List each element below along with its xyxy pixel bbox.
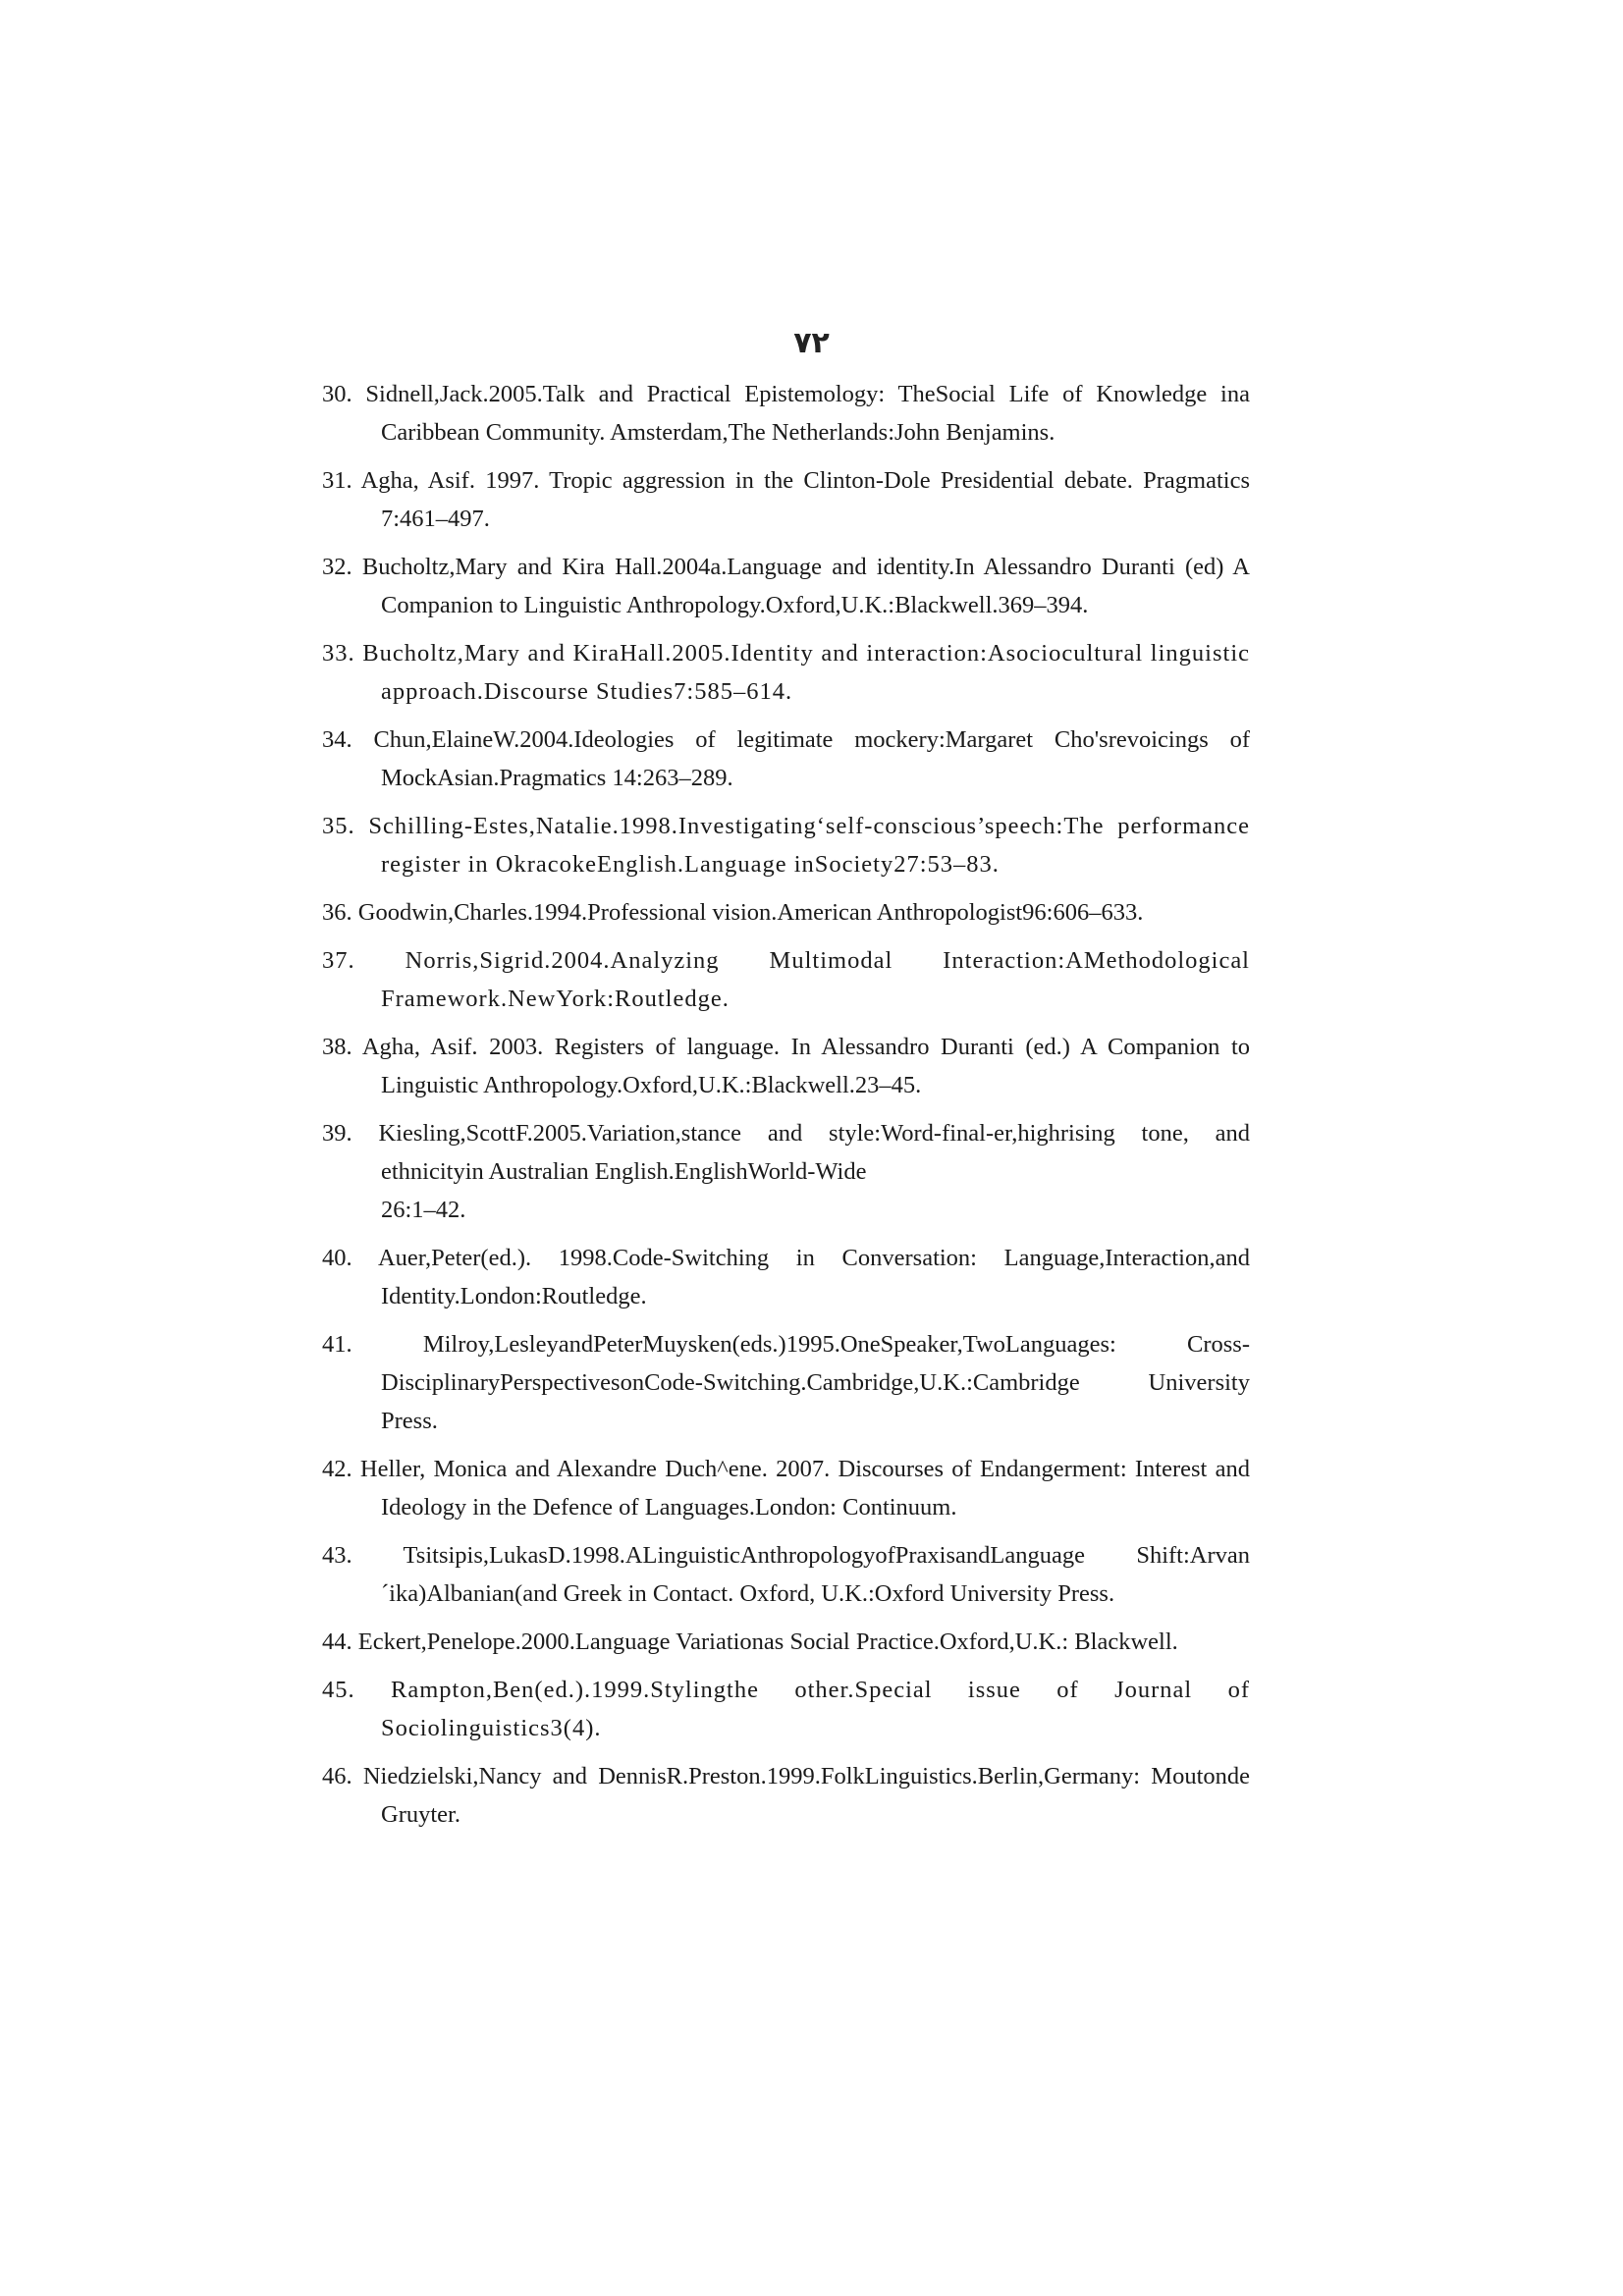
reference-text: Chun,ElaineW.2004.Ideologies of legitimate mockery:Margaret Cho'srevoicings of MockAsian.Pragmatics 14:263–289. [373, 726, 1251, 791]
reference-item-36 [322, 893, 1250, 932]
reference-text: Heller, Monica and Alexandre Duch^ene. 2007. Discourses of Endangerment: Interest and Ideology in the Defence of Languages.London: Continuum. [359, 1456, 1250, 1521]
reference-item-38 [322, 1028, 1250, 1104]
reference-text: Goodwin,Charles.1994.Professional vision.American Anthropologist96:606–633. [357, 899, 1144, 926]
reference-text: Schilling-Estes,Natalie.1998.Investigating‘self-conscious’speech:The performance register in OkracokeEnglish.Language inSociety27:53–83. [368, 813, 1250, 878]
reference-item-34 [322, 721, 1250, 797]
reference-number: 41. [322, 1331, 352, 1358]
reference-text: Niedzielski,Nancy and DennisR.Preston.1999.FolkLinguistics.Berlin,Germany: Moutonde Gruyter. [362, 1763, 1250, 1828]
reference-text: Milroy,LesleyandPeterMuysken(eds.)1995.OneSpeaker,TwoLanguages: Cross-DisciplinaryPerspectivesonCode-Switching.Cambridge,U.K.:Cambridge University Press. [381, 1331, 1250, 1434]
reference-number: 44. [322, 1629, 352, 1655]
reference-number: 36. [322, 899, 352, 926]
reference-item-33 [322, 634, 1250, 711]
reference-text: Sidnell,Jack.2005.Talk and Practical Epistemology: TheSocial Life of Knowledge ina Caribbean Community. Amsterdam,The Netherlands:John Benjamins. [365, 381, 1250, 446]
reference-item-40 [322, 1239, 1250, 1315]
reference-text: Norris,Sigrid.2004.Analyzing Multimodal Interaction:AMethodological Framework.NewYork:Routledge. [381, 947, 1250, 1012]
reference-number: 30. [322, 381, 352, 407]
reference-number: 42. [322, 1456, 352, 1482]
reference-item-44 [322, 1623, 1250, 1661]
reference-item-41 [322, 1325, 1250, 1440]
reference-number: 38. [322, 1034, 352, 1060]
reference-number: 45. [322, 1677, 355, 1703]
reference-number: 32. [322, 554, 352, 580]
reference-number: 37. [322, 947, 355, 974]
reference-text: Tsitsipis,LukasD.1998.ALinguisticAnthropologyofPraxisandLanguage Shift:Arvan´ika)Albanian(and Greek in Contact. Oxford, U.K.:Oxford University Press. [381, 1542, 1250, 1607]
reference-number: 40. [322, 1245, 352, 1271]
reference-text: Bucholtz,Mary and KiraHall.2005.Identity and interaction:Asociocultural linguistic approach.Discourse Studies7:585–614. [362, 640, 1251, 705]
reference-text: Rampton,Ben(ed.).1999.Stylingthe other.Special issue of Journal of Sociolinguistics3(4). [381, 1677, 1250, 1741]
reference-item-43 [322, 1536, 1250, 1613]
reference-number: 46. [322, 1763, 352, 1789]
reference-number: 31. [322, 467, 352, 494]
reference-text: Agha, Asif. 2003. Registers of language. In Alessandro Duranti (ed.) A Companion to Linguistic Anthropology.Oxford,U.K.:Blackwell.23–45. [361, 1034, 1251, 1098]
reference-text: Eckert,Penelope.2000.Language Variationas Social Practice.Oxford,U.K.: Blackwell. [357, 1629, 1178, 1655]
reference-item-30 [322, 375, 1250, 452]
reference-text: Kiesling,ScottF.2005.Variation,stance and style:Word-final-er,highrising tone, and ethnicityin Australian English.EnglishWorld-Wide [378, 1120, 1251, 1185]
reference-item-32 [322, 548, 1250, 624]
reference-item-42 [322, 1450, 1250, 1526]
reference-text: Bucholtz,Mary and Kira Hall.2004a.Language and identity.In Alessandro Duranti (ed) A Companion to Linguistic Anthropology.Oxford,U.K.:Blackwell.369–394. [361, 554, 1250, 618]
reference-list [322, 375, 1250, 1843]
reference-item-35 [322, 807, 1250, 883]
reference-number: 39. [322, 1120, 352, 1147]
reference-number: 34. [322, 726, 352, 753]
reference-item-37 [322, 941, 1250, 1018]
reference-item-31 [322, 461, 1250, 538]
reference-item-46 [322, 1757, 1250, 1834]
reference-continuation: 26:1–42. [381, 1197, 466, 1223]
reference-number: 35. [322, 813, 355, 839]
reference-text: Auer,Peter(ed.). 1998.Code-Switching in Conversation: Language,Interaction,and Identity.London:Routledge. [377, 1245, 1250, 1309]
reference-item-39 [322, 1114, 1250, 1229]
reference-text: Agha, Asif. 1997. Tropic aggression in the Clinton-Dole Presidential debate. Pragmatics 7:461–497. [360, 467, 1250, 532]
reference-item-45 [322, 1671, 1250, 1747]
page-number: ۷۲ [793, 326, 830, 360]
reference-number: 33. [322, 640, 355, 667]
reference-number: 43. [322, 1542, 352, 1569]
